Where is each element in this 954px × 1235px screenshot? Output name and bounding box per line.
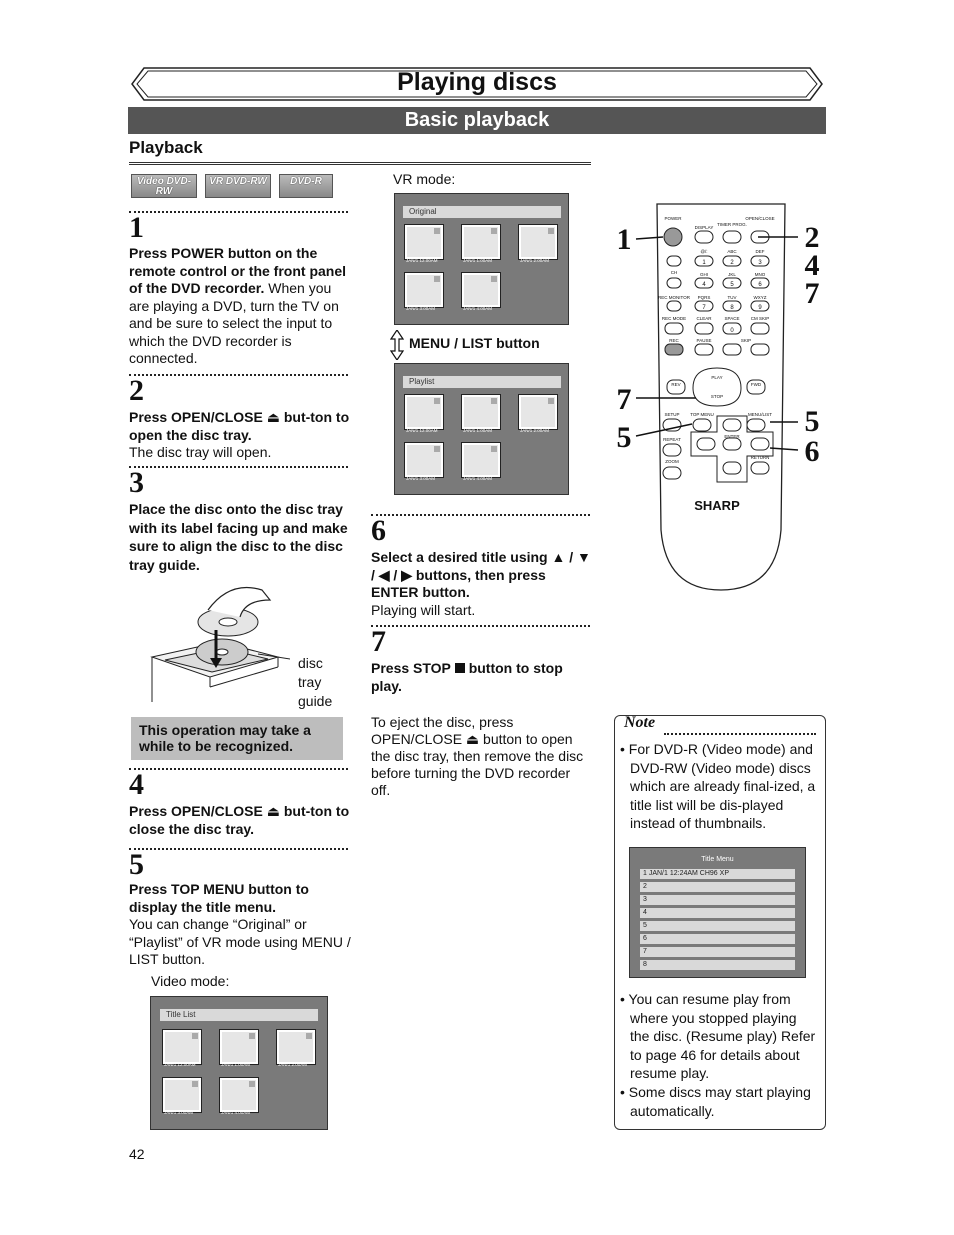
stop-icon — [455, 663, 465, 673]
up-down-arrow-icon — [390, 330, 404, 360]
thumbnail-caption: JAN/1 2:00AM — [520, 258, 550, 263]
disc-tray-guide-label — [298, 654, 348, 711]
thumbnail-caption: JAN/1 1:00AM — [463, 258, 493, 263]
svg-text:STOP: STOP — [710, 394, 724, 399]
thumbnail-caption: JAN/1 3:00AM — [406, 306, 436, 311]
step-4-text — [129, 803, 351, 838]
step-6-detail: Playing will start. — [371, 601, 476, 618]
svg-text:PQRS: PQRS — [697, 295, 711, 300]
svg-text:9: 9 — [758, 305, 762, 311]
step-6-instruction: Select a desired title using ▲ / ▼ / ◀ / ▶ buttons, then press ENTER button. — [371, 549, 591, 600]
thumbnail-caption: JAN/1 12:00AM — [164, 1062, 196, 1067]
callout-lines — [630, 226, 805, 456]
step-7-detail: To eject the disc, press OPEN/CLOSE ⏏ button to open the disc tray, then remove the disc before turning the DVD recorder off. — [371, 714, 584, 798]
note-bullet: • Some discs may start playing automatically. — [620, 1084, 811, 1119]
logo-dvd-r: DVD-R — [279, 174, 333, 198]
svg-text:ENTER: ENTER — [724, 434, 740, 439]
step-5-detail: You can change “Original” or “Playlist” of VR mode using MENU / LIST button. — [129, 916, 351, 967]
logo-dvd-rw-video: Video DVD-RW — [131, 174, 197, 198]
step-3-instruction: Place the disc onto the disc tray with its label facing up and make sure to align the disc to the disc tray guide. — [129, 501, 348, 573]
divider — [371, 625, 590, 627]
svg-text:TUV: TUV — [727, 295, 737, 300]
page-subtitle: Basic playback — [128, 107, 826, 134]
step-2-instruction-b: but-ton to open the disc tray. — [129, 409, 350, 443]
disc-tray-illustration — [150, 582, 290, 712]
callout-number: 5 — [616, 421, 632, 454]
callout-number: 7 — [616, 383, 632, 416]
callout-number: 4 — [804, 249, 820, 282]
step-6-text — [371, 549, 593, 619]
thumbnail[interactable] — [461, 394, 501, 430]
title-menu-row[interactable]: 1 JAN/1 12:24AM CH96 XP — [640, 869, 795, 879]
step-number: 7 — [371, 625, 386, 658]
svg-text:REC: REC — [669, 338, 679, 343]
thumbnail-caption: JAN/1 3:00AM — [164, 1110, 194, 1115]
step-number: 2 — [129, 374, 144, 407]
svg-text:1: 1 — [702, 260, 706, 266]
svg-text:OPEN/CLOSE: OPEN/CLOSE — [745, 216, 775, 221]
svg-text:CM SKIP: CM SKIP — [750, 316, 770, 321]
title-menu-header: Title Menu — [701, 856, 734, 863]
svg-text:7: 7 — [702, 305, 706, 311]
step-number: 3 — [129, 466, 144, 499]
callout-number: 5 — [804, 405, 820, 438]
svg-text:CH: CH — [670, 270, 678, 275]
svg-text:ZOOM: ZOOM — [665, 459, 679, 464]
svg-text:MNO: MNO — [754, 272, 766, 277]
svg-text:REC MODE: REC MODE — [661, 316, 687, 321]
step-2-instruction-a: Press OPEN/CLOSE — [129, 409, 263, 425]
title-menu-row[interactable]: 3 — [640, 895, 795, 905]
step-5-text — [129, 881, 351, 969]
svg-text:SETUP: SETUP — [664, 412, 680, 417]
thumbnail[interactable] — [404, 272, 444, 308]
thumbnail[interactable] — [461, 272, 501, 308]
thumbnail[interactable] — [404, 442, 444, 478]
step-number: 1 — [129, 211, 144, 244]
svg-text:SPACE: SPACE — [724, 316, 740, 321]
note-bullet: • For DVD-R (Video mode) and DVD-RW (Video mode) discs which are already final-ized, a title list will be dis-played instead of thumbnails. — [620, 741, 816, 832]
svg-text:8: 8 — [730, 305, 734, 311]
svg-text:DISPLAY: DISPLAY — [694, 225, 714, 230]
svg-text:PLAY: PLAY — [711, 375, 723, 380]
thumbnail-caption: JAN/1 12:00AM — [406, 258, 438, 263]
svg-text:WXYZ: WXYZ — [753, 295, 767, 300]
note-heading: Note — [624, 714, 656, 731]
thumbnail[interactable] — [518, 394, 558, 430]
title-list-screen — [150, 996, 328, 1130]
svg-text:@/:: @/: — [700, 249, 708, 254]
thumbnail[interactable] — [219, 1029, 259, 1065]
svg-text:JKL: JKL — [728, 272, 736, 277]
svg-text:RETURN: RETURN — [750, 455, 770, 460]
guide-label-line: tray — [298, 674, 322, 690]
step-2-detail: The disc tray will open. — [129, 444, 272, 460]
thumbnail-caption: JAN/1 2:00AM — [278, 1062, 308, 1067]
thumbnail[interactable] — [461, 442, 501, 478]
thumbnail[interactable] — [162, 1077, 202, 1113]
menu-list-text: MENU / LIST button — [409, 335, 540, 351]
thumbnail-caption: JAN/1 4:00AM — [463, 306, 493, 311]
step-1-detail: When you are playing a DVD, turn the TV on and be sure to select the input to which the DVD recorder is connected. — [129, 280, 339, 366]
svg-text:GHI: GHI — [699, 272, 709, 277]
step-number: 5 — [129, 848, 144, 881]
guide-label-line: guide — [298, 693, 333, 709]
divider — [129, 466, 348, 468]
svg-text:MENU/LIST: MENU/LIST — [747, 412, 773, 417]
step-4-instruction-a: Press OPEN/CLOSE — [129, 803, 263, 819]
thumbnail-caption: JAN/1 1:00AM — [463, 428, 493, 433]
page-title: Playing discs — [397, 68, 557, 96]
svg-text:POWER: POWER — [664, 216, 682, 221]
title-menu-row[interactable]: 8 — [640, 960, 795, 970]
eject-icon: ⏏ — [266, 409, 280, 425]
svg-text:ABC: ABC — [727, 249, 737, 254]
step-5-instruction: Press TOP MENU button to display the title menu. — [129, 881, 309, 915]
thumbnail[interactable] — [461, 224, 501, 260]
step-7-instruction-b: button to stop play. — [371, 660, 563, 694]
svg-text:CLEAR: CLEAR — [696, 316, 712, 321]
svg-text:2: 2 — [730, 260, 734, 266]
playlist-screen — [394, 363, 569, 495]
screen-header: Playlist — [403, 376, 561, 388]
svg-text:TIMER PROG.: TIMER PROG. — [717, 222, 747, 227]
screen-header: Title List — [160, 1009, 318, 1021]
menu-list-label — [409, 335, 540, 353]
divider — [664, 733, 816, 735]
step-7-instruction-a: Press STOP — [371, 660, 451, 676]
callout-number: 6 — [804, 435, 820, 468]
title-menu-row[interactable]: 6 — [640, 934, 795, 944]
svg-text:REV: REV — [671, 382, 681, 387]
divider — [129, 374, 348, 376]
thumbnail-caption: JAN/1 12:00AM — [406, 428, 438, 433]
screen-header: Original — [403, 206, 561, 218]
step-number: 4 — [129, 768, 144, 801]
svg-text:PAUSE: PAUSE — [696, 338, 712, 343]
vr-mode-label: VR mode: — [393, 171, 456, 187]
thumbnail[interactable] — [276, 1029, 316, 1065]
section-rule — [129, 162, 591, 165]
title-menu-row[interactable]: 7 — [640, 947, 795, 957]
title-menu-screen — [629, 847, 806, 978]
title-menu-row[interactable]: 2 — [640, 882, 795, 892]
thumbnail[interactable] — [518, 224, 558, 260]
note-bullet: • You can resume play from where you stopped playing the disc. (Resume play) Refer to page 46 for details about resume play. — [620, 991, 816, 1082]
step-4-instruction-b: but-ton to close the disc tray. — [129, 803, 350, 837]
step-1-instruction: Press POWER button on the remote control or the front panel of the DVD recorder. — [129, 245, 347, 296]
svg-text:DEF: DEF — [755, 249, 765, 254]
guide-label-line: disc — [298, 655, 323, 671]
svg-text:0: 0 — [730, 328, 734, 334]
page-number: 42 — [129, 1146, 145, 1162]
thumbnail-caption: JAN/1 2:00AM — [520, 428, 550, 433]
thumbnail-caption: JAN/1 4:00AM — [221, 1110, 251, 1115]
video-mode-label: Video mode: — [151, 973, 230, 989]
svg-text:SHARP: SHARP — [694, 498, 740, 513]
divider — [129, 211, 348, 213]
svg-text:TOP MENU: TOP MENU — [690, 412, 714, 417]
thumbnail[interactable] — [404, 394, 444, 430]
svg-text:5: 5 — [730, 282, 734, 288]
thumbnail-caption: JAN/1 1:00AM — [221, 1062, 251, 1067]
eject-icon: ⏏ — [266, 803, 280, 819]
step-3-text — [129, 500, 351, 574]
svg-text:SKIP: SKIP — [740, 338, 752, 343]
svg-text:FWD: FWD — [750, 382, 762, 387]
title-menu-row[interactable]: 5 — [640, 921, 795, 931]
step-number: 6 — [371, 514, 386, 547]
callout-number: 1 — [616, 223, 632, 256]
svg-text:REPEAT: REPEAT — [663, 437, 681, 442]
title-menu-row[interactable]: 4 — [640, 908, 795, 918]
step-7-text — [371, 660, 593, 695]
divider — [129, 848, 348, 850]
section-heading: Playback — [129, 138, 203, 157]
divider — [371, 514, 590, 516]
svg-text:REC MONITOR: REC MONITOR — [658, 295, 690, 300]
original-screen — [394, 193, 569, 325]
thumbnail[interactable] — [404, 224, 444, 260]
thumbnail[interactable] — [219, 1077, 259, 1113]
step-2-text — [129, 409, 351, 462]
step-1-text — [129, 245, 351, 368]
callout-number: 2 — [804, 221, 820, 254]
logo-dvd-rw-vr: VR DVD-RW — [205, 174, 271, 198]
notice-box: This operation may take a while to be recognized. — [131, 717, 343, 760]
svg-text:6: 6 — [758, 282, 762, 288]
thumbnail-caption: JAN/1 4:00AM — [463, 476, 493, 481]
svg-text:4: 4 — [702, 282, 706, 288]
divider — [129, 768, 348, 770]
page-title-banner — [130, 66, 824, 102]
thumbnail[interactable] — [162, 1029, 202, 1065]
thumbnail-caption: JAN/1 3:00AM — [406, 476, 436, 481]
svg-text:3: 3 — [758, 260, 762, 266]
callout-number: 7 — [804, 277, 820, 310]
